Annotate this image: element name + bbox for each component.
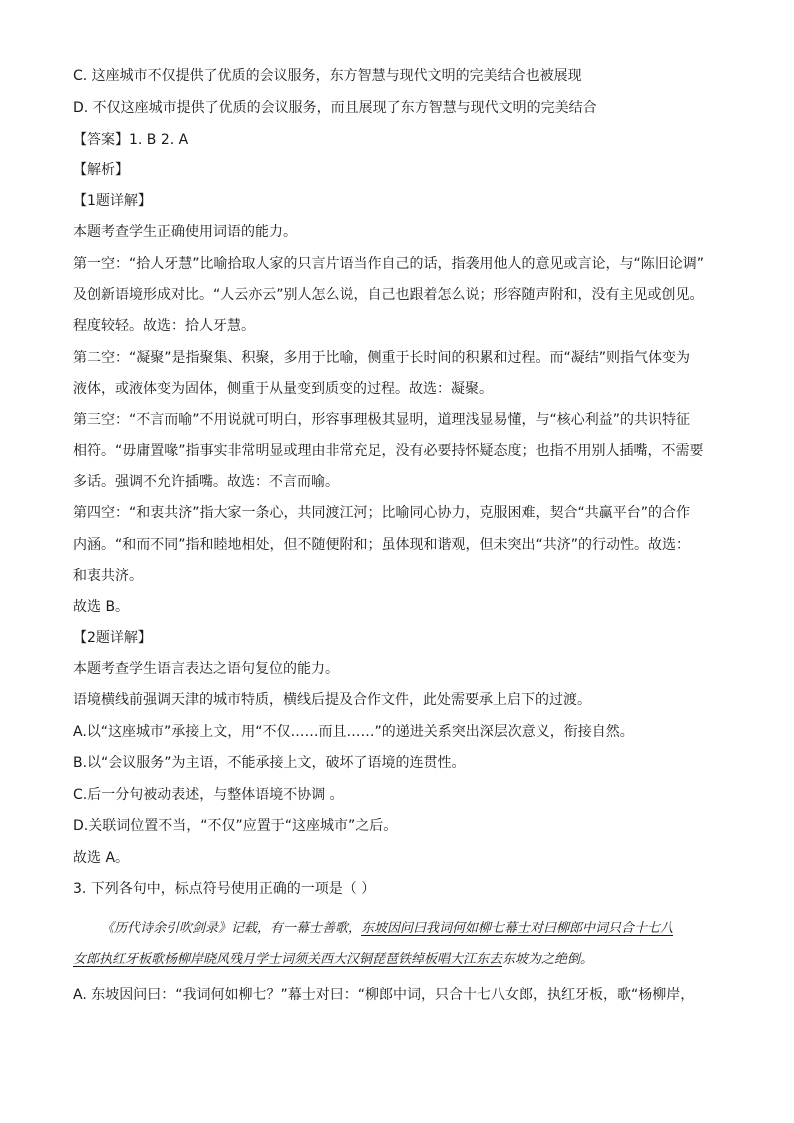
text-line: 内涵。“和而不同”指和睦地相处，但不随便附和；虽体现和谐观，但未突出“共济”的行动性。故选： [73, 537, 691, 553]
quote-line-1 [101, 919, 721, 939]
question-3-stem: 3. 下列各句中，标点符号使用正确的一项是（ ） [73, 881, 376, 897]
text-line: 和衷共济。 [73, 568, 143, 584]
text-line: 第一空：“拾人牙慧”比喻拾取人家的只言片语当作自己的话，指袭用他人的意见或言论，与“陈旧论调” [73, 256, 705, 272]
text-line: 液体，或液体变为固体，侧重于从量变到质变的过程。故选：凝聚。 [73, 381, 493, 397]
text-line: A.以“这座城市”承接上文，用“不仅……而且……”的递进关系突出深层次意义，衔接自然。 [73, 724, 634, 740]
text-line: 故选 A。 [73, 850, 130, 866]
quote-underlined-2: 女郎执红牙板歌杨柳岸晓风残月学士词须关西大汉铜琵琶铁绰板唱大江东去 [73, 952, 503, 967]
text-line: C.后一分句被动表述，与整体语境不协调 。 [73, 787, 344, 803]
q1-detail-heading: 【1题详解】 [73, 193, 152, 209]
text-line: B.以“会议服务”为主语，不能承接上文，破坏了语境的连贯性。 [73, 755, 466, 771]
text-line: 第二空：“凝聚”是指聚集、积聚，多用于比喻，侧重于长时间的积累和过程。而“凝结”则指气体变为 [73, 350, 691, 366]
q2-detail-heading: 【2题详解】 [73, 630, 152, 646]
quote-tail: 东坡为之绝倒。 [502, 952, 594, 967]
text-line: D.关联词位置不当，“不仅”应置于“这座城市”之后。 [73, 818, 398, 834]
option-a-line: A. 东坡因问曰：“我词何如柳七？”幕士对曰：“柳郎中词，只合十七八女郎，执红牙板，歌“杨柳岸， [73, 987, 695, 1003]
text-line: 本题考查学生正确使用词语的能力。 [73, 224, 297, 240]
answer-line: 【答案】1. B 2. A [73, 132, 189, 148]
quote-line-2 [73, 950, 721, 970]
text-line: 语境横线前强调天津的城市特质，横线后提及合作文件，此处需要承上启下的过渡。 [73, 692, 591, 708]
text-line: 第四空：“和衷共济”指大家一条心，共同渡江河；比喻同心协力，克服困难，契合“共赢平台”的合作 [73, 505, 691, 521]
text-line: 本题考查学生语言表达之语句复位的能力。 [73, 661, 339, 677]
quote-underlined-1: 东坡因问曰我词何如柳七幕士对曰柳郎中词只合十七八 [361, 921, 674, 936]
text-line: 相符。“毋庸置喙”指事实非常明显或理由非常充足，没有必要持怀疑态度；也指不用别人插嘴，不需要 [73, 443, 704, 459]
analysis-heading: 【解析】 [73, 162, 129, 178]
option-d-line: D. 不仅这座城市提供了优质的会议服务，而且展现了东方智慧与现代文明的完美结合 [73, 100, 597, 116]
quote-plain: 《历代诗余引吹剑录》记载，有一幕士善歌， [101, 921, 362, 936]
text-line: 第三空：“不言而喻”不用说就可明白，形容事理极其显明，道理浅显易懂，与“核心利益”的共识特征 [73, 412, 691, 428]
text-line: 故选 B。 [73, 599, 130, 615]
option-c-line: C. 这座城市不仅提供了优质的会议服务，东方智慧与现代文明的完美结合也被展现 [73, 68, 582, 84]
text-line: 及创新语境形成对比。“人云亦云”别人怎么说，自己也跟着怎么说；形容随声附和，没有主见或创见。 [73, 287, 704, 303]
text-line: 程度较轻。故选：拾人牙慧。 [73, 318, 255, 334]
text-line: 多话。强调不允许插嘴。故选：不言而喻。 [73, 474, 339, 490]
